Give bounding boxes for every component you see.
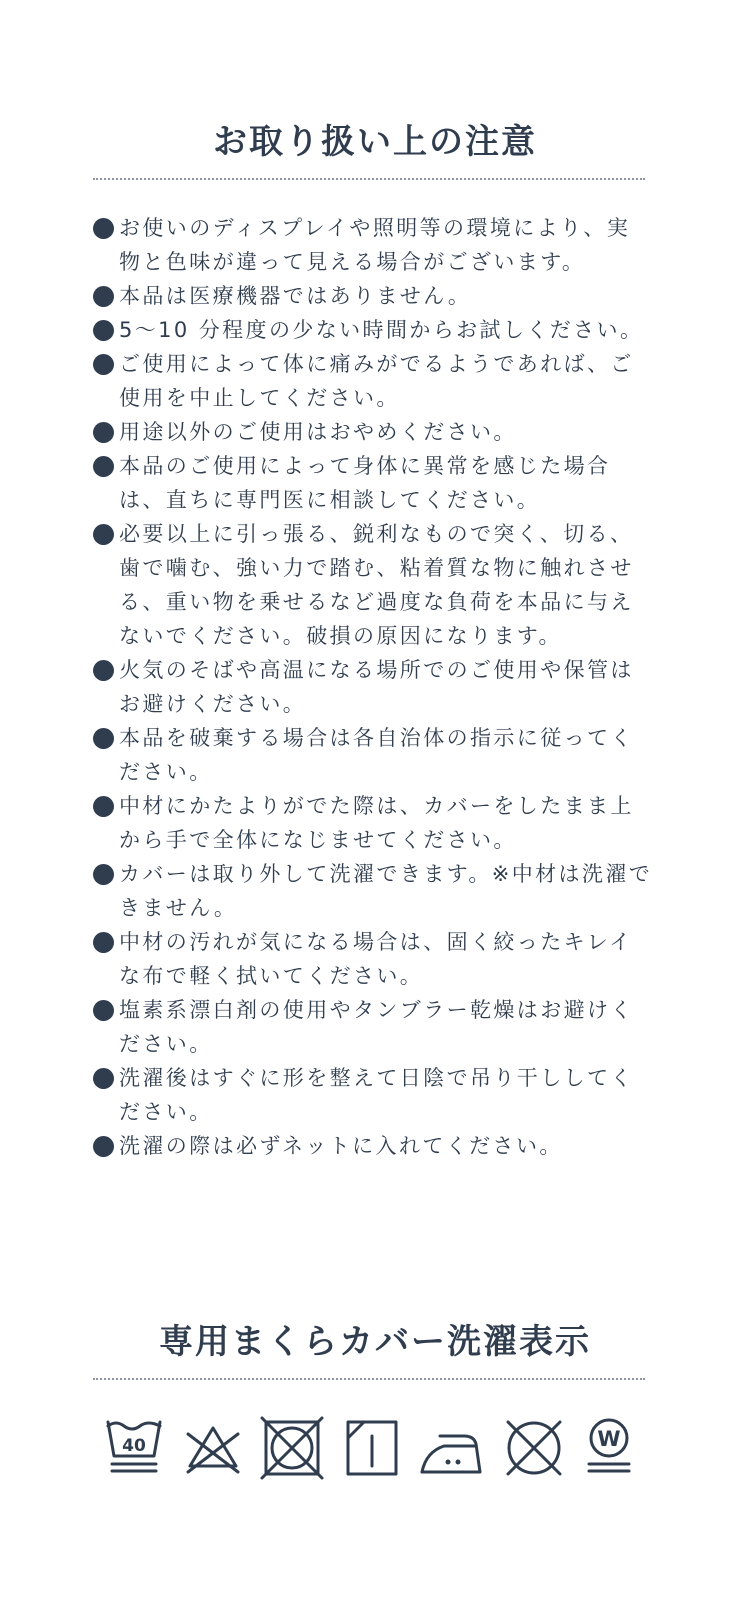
bullet-icon xyxy=(93,1136,114,1157)
note-text: 火気のそばや高温になる場所でのご使用や保管はお避けください。 xyxy=(119,658,634,716)
wash-temperature-label: 40 xyxy=(122,1436,146,1456)
note-text: 塩素系漂白剤の使用やタンブラー乾燥はお避けください。 xyxy=(119,998,634,1056)
note-text: 必要以上に引っ張る、鋭利なもので突く、切る、歯で噛む、強い力で踏む、粘着質な物に触れさせる、重い物を乗せるなど過度な負荷を本品に与えないでください。破損の原因になります。 xyxy=(119,522,634,648)
note-text: 洗濯の際は必ずネットに入れてください。 xyxy=(119,1134,563,1158)
list-item xyxy=(93,789,653,857)
bullet-icon xyxy=(93,728,114,749)
bullet-icon xyxy=(93,524,114,545)
list-item xyxy=(93,415,653,449)
list-item xyxy=(93,313,653,347)
iron-low-icon xyxy=(418,1418,484,1478)
bullet-icon xyxy=(93,660,114,681)
list-item xyxy=(93,279,653,313)
list-item xyxy=(93,653,653,721)
note-text: カバーは取り外して洗濯できます。※中材は洗濯できません。 xyxy=(119,862,653,920)
note-text: 中材にかたよりがでた際は、カバーをしたまま上から手で全体になじませてください。 xyxy=(119,794,634,852)
bullet-icon xyxy=(93,456,114,477)
bullet-icon xyxy=(93,354,114,375)
title-divider xyxy=(93,178,645,180)
handling-title: お取り扱い上の注意 xyxy=(213,122,537,162)
bullet-icon xyxy=(93,796,114,817)
note-text: 本品を破棄する場合は各自治体の指示に従ってください。 xyxy=(119,726,634,784)
laundry-divider xyxy=(93,1378,645,1380)
wet-clean-letter: W xyxy=(597,1427,621,1451)
list-item xyxy=(93,1061,653,1129)
note-text: ご使用によって体に痛みがでるようであれば、ご使用を中止してください。 xyxy=(119,352,634,410)
laundry-care-symbols xyxy=(100,1418,640,1478)
list-item xyxy=(93,1129,653,1163)
list-item xyxy=(93,211,653,279)
list-item xyxy=(93,517,653,653)
note-text: 用途以外のご使用はおやめください。 xyxy=(119,420,517,444)
bullet-icon xyxy=(93,286,114,307)
line-dry-shade-icon xyxy=(344,1418,400,1478)
bullet-icon xyxy=(93,320,114,341)
list-item xyxy=(93,993,653,1061)
bullet-icon xyxy=(93,218,114,239)
list-item xyxy=(93,347,653,415)
no-bleach-icon xyxy=(184,1418,242,1478)
handling-notes-list xyxy=(93,211,653,1163)
laundry-title: 専用まくらカバー洗濯表示 xyxy=(159,1322,591,1362)
bullet-icon xyxy=(93,422,114,443)
list-item xyxy=(93,925,653,993)
list-item xyxy=(93,857,653,925)
no-tumble-dry-icon xyxy=(260,1418,324,1478)
note-text: お使いのディスプレイや照明等の環境により、実物と色味が違って見える場合がございます。 xyxy=(119,216,631,274)
list-item xyxy=(93,721,653,789)
list-item xyxy=(93,449,653,517)
bullet-icon xyxy=(93,1068,114,1089)
note-text: 中材の汚れが気になる場合は、固く絞ったキレイな布で軽く拭いてください。 xyxy=(119,930,633,988)
bullet-icon xyxy=(93,932,114,953)
bullet-icon xyxy=(93,864,114,885)
wet-clean-gentle-icon xyxy=(584,1418,634,1478)
note-text: 本品のご使用によって身体に異常を感じた場合は、直ちに専門医に相談してください。 xyxy=(119,454,611,512)
note-text: 洗濯後はすぐに形を整えて日陰で吊り干ししてください。 xyxy=(119,1066,634,1124)
bullet-icon xyxy=(93,1000,114,1021)
wash-40-gentle-icon xyxy=(104,1418,164,1478)
no-dry-clean-icon xyxy=(504,1418,564,1478)
note-text: 本品は医療機器ではありません。 xyxy=(119,284,472,308)
note-text: 5〜10 分程度の少ない時間からお試しください。 xyxy=(119,318,644,342)
